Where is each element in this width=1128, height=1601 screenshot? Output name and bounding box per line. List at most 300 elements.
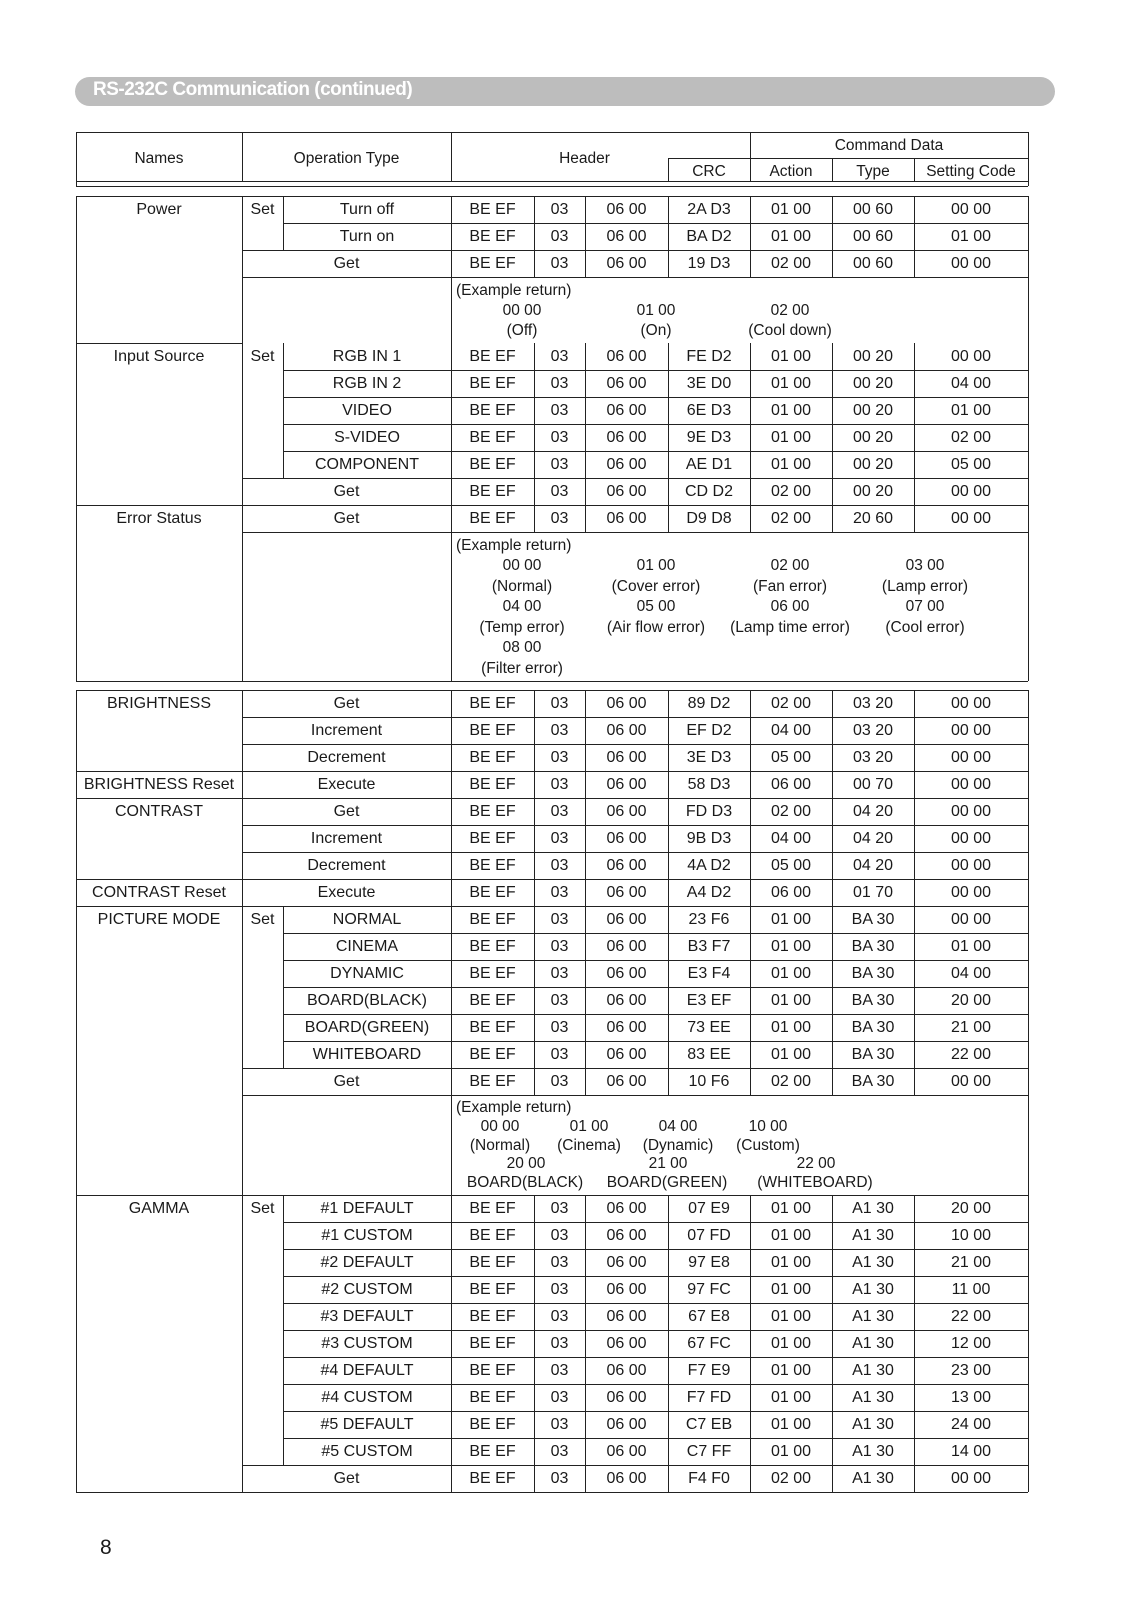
- row-action: 01 00: [770, 402, 812, 419]
- row-crc: 9B D3: [686, 830, 732, 847]
- table-rule: [534, 478, 535, 505]
- row-operation: #2 CUSTOM: [321, 1281, 413, 1298]
- row-setting-code: 05 00: [950, 456, 992, 473]
- error-example-meaning: (Air flow error): [606, 619, 706, 636]
- row-operation: Get: [333, 803, 360, 820]
- row-action: 01 00: [770, 992, 812, 1009]
- row-type: 00 20: [852, 375, 894, 392]
- row-header-3: 06 00: [606, 510, 647, 527]
- row-header-1: BE EF: [469, 1416, 516, 1433]
- row-header-1: BE EF: [469, 456, 516, 473]
- table-rule: [914, 798, 915, 825]
- row-header-3: 06 00: [606, 456, 647, 473]
- row-header-3: 06 00: [606, 1335, 647, 1352]
- table-rule: [585, 798, 586, 825]
- table-rule: [585, 906, 586, 933]
- section-title-bar: [75, 77, 1055, 106]
- table-rule: [451, 690, 452, 1492]
- table-rule: [832, 690, 833, 717]
- row-type: BA 30: [851, 911, 895, 928]
- row-setting-code: 00 00: [950, 884, 992, 901]
- table-rule: [451, 1195, 1028, 1196]
- table-rule: [534, 879, 535, 906]
- table-rule: [832, 825, 833, 852]
- row-operation: Decrement: [307, 857, 386, 874]
- table-rule: [534, 196, 535, 223]
- row-name: CONTRAST Reset: [92, 884, 226, 901]
- table-rule: [534, 1384, 535, 1411]
- table-rule: [534, 1068, 535, 1095]
- table-rule: [914, 370, 915, 397]
- row-header-2: 03: [550, 722, 569, 739]
- row-header-3: 06 00: [606, 402, 647, 419]
- row-crc: 73 EE: [687, 1019, 731, 1036]
- header-type: Type: [856, 163, 890, 180]
- table-rule: [832, 1249, 833, 1276]
- row-action: 06 00: [770, 776, 812, 793]
- row-action: 05 00: [770, 749, 812, 766]
- table-rule: [750, 397, 751, 424]
- error-example-code: 04 00: [502, 598, 542, 615]
- error-example-code: 07 00: [905, 598, 945, 615]
- table-rule: [585, 397, 586, 424]
- row-operation: #2 DEFAULT: [320, 1254, 414, 1271]
- row-crc: 07 E9: [688, 1200, 730, 1217]
- row-action: 04 00: [770, 830, 812, 847]
- row-crc: E3 F4: [687, 965, 731, 982]
- table-rule: [914, 690, 915, 717]
- row-header-3: 06 00: [606, 1019, 647, 1036]
- row-type: A1 30: [852, 1281, 894, 1298]
- table-rule: [534, 1465, 535, 1492]
- table-rule: [585, 879, 586, 906]
- row-action: 01 00: [770, 1281, 812, 1298]
- header-action: Action: [769, 163, 813, 180]
- table-rule: [750, 223, 751, 250]
- error-example-meaning: (Lamp error): [881, 578, 969, 595]
- table-rule: [668, 744, 669, 771]
- row-header-1: BE EF: [469, 348, 516, 365]
- power-example-code: 00 00: [502, 302, 542, 319]
- row-header-2: 03: [550, 803, 569, 820]
- table-rule: [585, 1465, 586, 1492]
- table-rule: [534, 933, 535, 960]
- error-example-code: 06 00: [770, 598, 810, 615]
- row-header-3: 06 00: [606, 1046, 647, 1063]
- row-crc: 6E D3: [686, 402, 732, 419]
- row-header-1: BE EF: [469, 884, 516, 901]
- row-operation: Increment: [310, 722, 383, 739]
- table-rule: [668, 1465, 669, 1492]
- table-rule: [668, 1276, 669, 1303]
- row-header-2: 03: [550, 857, 569, 874]
- table-rule: [668, 397, 669, 424]
- row-setting-code: 21 00: [950, 1254, 992, 1271]
- row-crc: 23 F6: [688, 911, 730, 928]
- row-header-3: 06 00: [606, 1227, 647, 1244]
- row-setting-code: 00 00: [950, 201, 992, 218]
- table-rule: [832, 852, 833, 879]
- row-operation: Execute: [317, 884, 376, 901]
- table-rule: [914, 1276, 915, 1303]
- row-header-3: 06 00: [606, 201, 647, 218]
- table-rule: [750, 1330, 751, 1357]
- table-rule: [585, 1303, 586, 1330]
- table-rule: [750, 1222, 751, 1249]
- table-rule: [914, 1222, 915, 1249]
- table-rule: [750, 771, 751, 798]
- picture-example-code: 22 00: [796, 1155, 836, 1172]
- row-action: 02 00: [770, 1470, 812, 1487]
- row-setting-code: 23 00: [950, 1362, 992, 1379]
- table-rule: [242, 505, 451, 506]
- row-header-3: 06 00: [606, 348, 647, 365]
- row-header-2: 03: [550, 1200, 569, 1217]
- row-setting-code: 00 00: [950, 483, 992, 500]
- row-header-3: 06 00: [606, 1362, 647, 1379]
- table-rule: [832, 1411, 833, 1438]
- row-header-2: 03: [550, 228, 569, 245]
- row-setting-code: 00 00: [950, 348, 992, 365]
- row-header-1: BE EF: [469, 830, 516, 847]
- table-rule: [914, 451, 915, 478]
- row-operation: Get: [333, 510, 360, 527]
- row-crc: C7 FF: [686, 1443, 732, 1460]
- table-rule: [534, 744, 535, 771]
- table-rule: [668, 505, 669, 532]
- row-name: CONTRAST: [115, 803, 203, 820]
- row-header-2: 03: [550, 965, 569, 982]
- row-header-2: 03: [550, 375, 569, 392]
- row-crc: 97 FC: [687, 1281, 731, 1298]
- row-header-3: 06 00: [606, 1389, 647, 1406]
- table-rule: [914, 1249, 915, 1276]
- table-rule: [668, 1041, 669, 1068]
- row-header-2: 03: [550, 776, 569, 793]
- table-rule: [668, 370, 669, 397]
- table-rule: [832, 424, 833, 451]
- table-rule: [585, 424, 586, 451]
- table-rule: [534, 370, 535, 397]
- header-crc: CRC: [692, 163, 726, 180]
- table-rule: [534, 1222, 535, 1249]
- table-rule: [534, 906, 535, 933]
- table-rule: [832, 960, 833, 987]
- row-header-3: 06 00: [606, 1254, 647, 1271]
- table-rule: [750, 906, 751, 933]
- row-action: 01 00: [770, 1254, 812, 1271]
- table-rule: [668, 798, 669, 825]
- row-action: 01 00: [770, 1443, 812, 1460]
- table-rule: [750, 250, 751, 277]
- table-rule: [750, 690, 751, 717]
- header-operation-type: Operation Type: [293, 150, 400, 167]
- row-header-2: 03: [550, 1416, 569, 1433]
- table-rule: [585, 196, 586, 223]
- row-header-1: BE EF: [469, 429, 516, 446]
- row-action: 01 00: [770, 348, 812, 365]
- row-action: 01 00: [770, 938, 812, 955]
- error-example-meaning: (Cool error): [885, 619, 965, 636]
- table-rule: [750, 933, 751, 960]
- table-rule: [585, 771, 586, 798]
- row-action: 01 00: [770, 1362, 812, 1379]
- row-name: Error Status: [116, 510, 202, 527]
- page-number: 8: [100, 1536, 112, 1559]
- row-header-3: 06 00: [606, 992, 647, 1009]
- row-header-1: BE EF: [469, 1019, 516, 1036]
- row-header-3: 06 00: [606, 911, 647, 928]
- row-type: 00 20: [852, 456, 894, 473]
- row-header-2: 03: [550, 1443, 569, 1460]
- table-rule: [750, 1041, 751, 1068]
- table-rule: [750, 196, 751, 223]
- row-name: GAMMA: [128, 1200, 190, 1217]
- row-crc: 97 E8: [688, 1254, 730, 1271]
- table-rule: [668, 1384, 669, 1411]
- row-crc: FD D3: [685, 803, 733, 820]
- row-operation: #4 DEFAULT: [320, 1362, 414, 1379]
- table-rule: [914, 1384, 915, 1411]
- table-rule: [750, 798, 751, 825]
- row-operation: #5 CUSTOM: [321, 1443, 413, 1460]
- row-type: A1 30: [852, 1227, 894, 1244]
- row-setting-code: 12 00: [950, 1335, 992, 1352]
- error-example-meaning: (Filter error): [481, 660, 563, 677]
- table-rule: [76, 1195, 242, 1196]
- table-rule: [451, 532, 1028, 533]
- row-setting-code: 14 00: [950, 1443, 992, 1460]
- table-rule: [76, 690, 77, 1492]
- row-crc: 83 EE: [687, 1046, 731, 1063]
- table-rule: [832, 451, 833, 478]
- row-header-2: 03: [550, 749, 569, 766]
- row-header-1: BE EF: [469, 1254, 516, 1271]
- row-operation: CINEMA: [335, 938, 399, 955]
- row-header-3: 06 00: [606, 1281, 647, 1298]
- row-operation: Get: [333, 695, 360, 712]
- table-rule: [242, 771, 451, 772]
- row-header-3: 06 00: [606, 803, 647, 820]
- row-header-1: BE EF: [469, 1281, 516, 1298]
- table-rule: [914, 933, 915, 960]
- row-header-3: 06 00: [606, 1308, 647, 1325]
- row-header-1: BE EF: [469, 1443, 516, 1460]
- row-header-2: 03: [550, 1389, 569, 1406]
- table-rule: [585, 451, 586, 478]
- row-crc: 2A D3: [687, 201, 731, 218]
- error-example-code: 02 00: [770, 557, 810, 574]
- table-rule: [585, 744, 586, 771]
- table-rule: [76, 505, 242, 506]
- table-rule: [750, 1357, 751, 1384]
- row-crc: 07 FD: [687, 1227, 731, 1244]
- section-title: RS-232C Communication (continued): [93, 79, 413, 100]
- table-rule: [914, 1303, 915, 1330]
- row-operation: #1 DEFAULT: [320, 1200, 414, 1217]
- table-rule: [832, 744, 833, 771]
- row-name: Power: [136, 201, 182, 218]
- row-header-2: 03: [550, 1254, 569, 1271]
- table-rule: [585, 1014, 586, 1041]
- table-rule: [750, 1249, 751, 1276]
- table-rule: [832, 1014, 833, 1041]
- error-example-meaning: (Cover error): [611, 578, 701, 595]
- row-header-3: 06 00: [606, 749, 647, 766]
- row-header-1: BE EF: [469, 992, 516, 1009]
- table-rule: [668, 771, 669, 798]
- table-rule: [451, 132, 452, 181]
- table-rule: [832, 250, 833, 277]
- table-rule: [832, 1438, 833, 1465]
- table-rule: [914, 771, 915, 798]
- table-rule: [534, 1276, 535, 1303]
- table-rule: [750, 1303, 751, 1330]
- table-rule: [242, 1095, 451, 1096]
- table-rule: [832, 798, 833, 825]
- picture-example-code: 01 00: [569, 1118, 609, 1135]
- table-rule: [534, 397, 535, 424]
- table-rule: [668, 478, 669, 505]
- row-setting-code: 20 00: [950, 1200, 992, 1217]
- picture-example-meaning: (Custom): [736, 1137, 800, 1154]
- picture-example-meaning: BOARD(BLACK): [466, 1174, 584, 1191]
- row-operation: #4 CUSTOM: [321, 1389, 413, 1406]
- table-rule: [668, 906, 669, 933]
- row-setting-code: 01 00: [950, 402, 992, 419]
- table-rule: [832, 1330, 833, 1357]
- table-rule: [832, 343, 833, 370]
- row-header-1: BE EF: [469, 911, 516, 928]
- row-crc: 67 FC: [687, 1335, 731, 1352]
- row-action: 02 00: [770, 255, 812, 272]
- row-header-1: BE EF: [469, 228, 516, 245]
- row-action: 01 00: [770, 429, 812, 446]
- row-header-2: 03: [550, 938, 569, 955]
- row-header-2: 03: [550, 1470, 569, 1487]
- table-rule: [832, 771, 833, 798]
- table-rule: [585, 1041, 586, 1068]
- table-rule: [534, 1195, 535, 1222]
- row-type: 04 20: [852, 857, 894, 874]
- table-rule: [585, 1222, 586, 1249]
- row-action: 01 00: [770, 1227, 812, 1244]
- row-type: BA 30: [851, 1073, 895, 1090]
- table-rule: [750, 1276, 751, 1303]
- row-type: 00 60: [852, 255, 894, 272]
- table-rule: [832, 223, 833, 250]
- row-header-2: 03: [550, 830, 569, 847]
- table-rule: [534, 960, 535, 987]
- table-rule: [585, 250, 586, 277]
- row-operation: Increment: [310, 830, 383, 847]
- row-header-3: 06 00: [606, 483, 647, 500]
- table-rule: [76, 343, 242, 344]
- table-rule: [750, 1068, 751, 1095]
- table-rule: [832, 1384, 833, 1411]
- table-rule: [914, 1411, 915, 1438]
- row-crc: 19 D3: [687, 255, 731, 272]
- row-set-label: Set: [250, 1200, 275, 1217]
- row-header-3: 06 00: [606, 965, 647, 982]
- row-name: Input Source: [113, 348, 205, 365]
- row-header-1: BE EF: [469, 1227, 516, 1244]
- row-header-3: 06 00: [606, 722, 647, 739]
- power-example-meaning: (Cool down): [748, 322, 832, 339]
- table-rule: [76, 798, 242, 799]
- power-example-label: (Example return): [456, 282, 572, 299]
- table-rule: [750, 1465, 751, 1492]
- row-action: 01 00: [770, 911, 812, 928]
- row-header-2: 03: [550, 1281, 569, 1298]
- picture-example-code: 21 00: [648, 1155, 688, 1172]
- row-action: 04 00: [770, 722, 812, 739]
- table-rule: [832, 1222, 833, 1249]
- table-rule: [76, 132, 1028, 133]
- row-operation: BOARD(BLACK): [306, 992, 428, 1009]
- table-rule: [585, 1249, 586, 1276]
- row-header-2: 03: [550, 1227, 569, 1244]
- row-operation: #5 DEFAULT: [320, 1416, 414, 1433]
- table-rule: [76, 690, 1028, 691]
- header-setting-code: Setting Code: [926, 163, 1016, 180]
- row-setting-code: 00 00: [950, 1073, 992, 1090]
- table-rule: [1028, 196, 1029, 681]
- row-type: A1 30: [852, 1443, 894, 1460]
- table-rule: [585, 1411, 586, 1438]
- row-crc: CD D2: [684, 483, 733, 500]
- picture-example-code: 10 00: [748, 1118, 788, 1135]
- table-rule: [750, 158, 1028, 159]
- table-rule: [585, 1357, 586, 1384]
- table-rule: [914, 1041, 915, 1068]
- row-type: 04 20: [852, 830, 894, 847]
- row-set-label: Set: [250, 348, 275, 365]
- row-setting-code: 00 00: [950, 510, 992, 527]
- row-header-2: 03: [550, 695, 569, 712]
- table-rule: [832, 1041, 833, 1068]
- table-rule: [914, 478, 915, 505]
- row-crc: BA D2: [686, 228, 732, 245]
- table-rule: [668, 1014, 669, 1041]
- error-example-meaning: (Normal): [491, 578, 553, 595]
- table-rule: [242, 1195, 451, 1196]
- table-rule: [534, 798, 535, 825]
- row-action: 01 00: [770, 1200, 812, 1217]
- row-setting-code: 24 00: [950, 1416, 992, 1433]
- row-setting-code: 00 00: [950, 830, 992, 847]
- table-rule: [585, 1330, 586, 1357]
- table-rule: [76, 771, 242, 772]
- row-header-2: 03: [550, 1073, 569, 1090]
- table-rule: [750, 451, 751, 478]
- row-action: 02 00: [770, 1073, 812, 1090]
- row-setting-code: 13 00: [950, 1389, 992, 1406]
- row-operation: #1 CUSTOM: [321, 1227, 413, 1244]
- row-header-2: 03: [550, 429, 569, 446]
- row-type: BA 30: [851, 1046, 895, 1063]
- row-type: BA 30: [851, 1019, 895, 1036]
- row-header-3: 06 00: [606, 1200, 647, 1217]
- table-rule: [668, 424, 669, 451]
- row-header-2: 03: [550, 201, 569, 218]
- row-operation: VIDEO: [342, 402, 392, 419]
- row-crc: 3E D3: [686, 749, 732, 766]
- power-example-code: 02 00: [770, 302, 810, 319]
- header-header: Header: [559, 150, 610, 167]
- row-setting-code: 04 00: [950, 965, 992, 982]
- table-rule: [832, 397, 833, 424]
